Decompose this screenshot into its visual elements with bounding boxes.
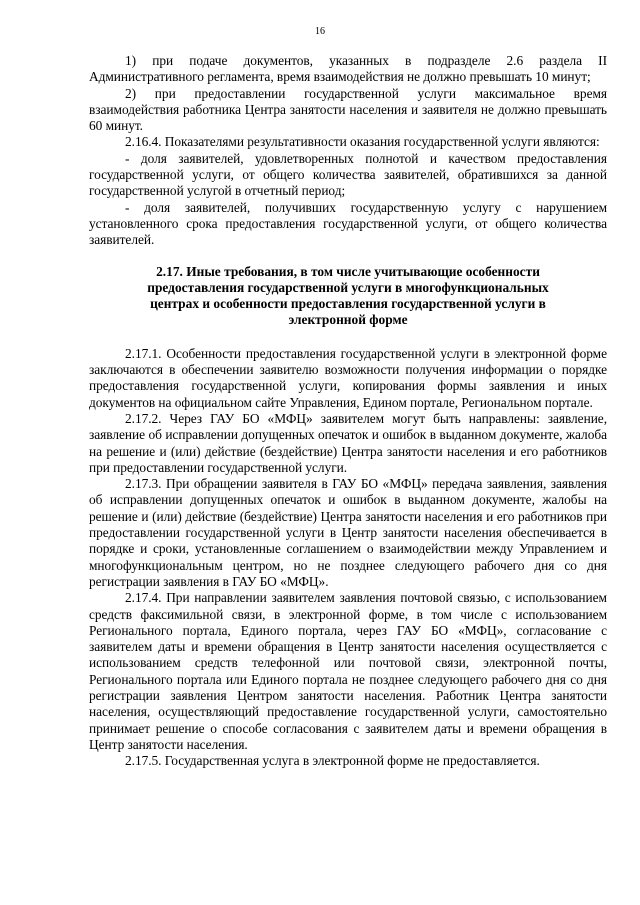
paragraph-item-1-time-limit: 1) при подаче документов, указанных в подразделе 2.6 раздела II Административного регламента, время взаимодействия не должно превышать 10 минут; bbox=[89, 53, 607, 85]
document-body bbox=[89, 53, 607, 769]
paragraph-2-17-2: 2.17.2. Через ГАУ БО «МФЦ» заявителем могут быть направлены: заявление, заявление об исправлении допущенных опечаток и ошибок в выданном документе, жалоба на решение и (или) действие (бездействие) Центра занятости населения и его работников при предоставлении государственной услуги. bbox=[89, 410, 607, 475]
paragraph-indicator-satisfied: - доля заявителей, удовлетворенных полнотой и качеством предоставления государственной услуги, от общего количества заявителей, обратившихся за данной государственной услугой в отчетный период; bbox=[89, 150, 607, 199]
page-number: 16 bbox=[315, 26, 325, 37]
paragraph-2-17-1: 2.17.1. Особенности предоставления государственной услуги в электронной форме заключаются в обеспечении заявителю возможности получения информации о порядке предоставления государственной услуги, копирования формы заявления и иных документов на официальном сайте Управления, Едином портале, Региональном портале. bbox=[89, 345, 607, 410]
paragraph-2-17-4: 2.17.4. При направлении заявителем заявления почтовой связью, с использованием средств факсимильной связи, в электронной форме, в том числе с использованием Регионального портала, Единого портала, через ГАУ БО «МФЦ», согласование с заявителем даты и времени обращения в Центр занятости населения осуществляется с использованием средств телефонной или почтовой связи, электронной почты, Регионального портала или Единого портала не позднее следующего рабочего дня со дня регистрации заявления Центром занятости населения. Работник Центра занятости населения, осуществляющий предоставление государственной услуги, самостоятельно принимает решение о способе согласования с заявителем даты и времени обращения в Центр занятости населения. bbox=[89, 590, 607, 752]
paragraph-item-2-max-time: 2) при предоставлении государственной услуги максимальное время взаимодействия работника Центра занятости населения и заявителя не должно превышать 60 минут. bbox=[89, 85, 607, 134]
section-heading-2-17: 2.17. Иные требования, в том числе учитывающие особенности предоставления государственной услуги в многофункциональных центрах и особенности предоставления государственной услуги в электронной форме bbox=[147, 263, 549, 328]
paragraph-2-16-4: 2.16.4. Показателями результативности оказания государственной услуги являются: bbox=[125, 134, 600, 150]
paragraph-2-17-3: 2.17.3. При обращении заявителя в ГАУ БО «МФЦ» передача заявления, заявления об исправлении допущенных опечаток и ошибок в выданном документе, жалобы на решение и (или) действие (бездействие) Центра занятости населения и его работников при предоставлении государственной услуги в Центр занятости населения обеспечивается в порядке и сроки, установленные соглашением о взаимодействии между Управлением и многофункциональным центром, но не позднее следующего рабочего дня со дня регистрации заявления в ГАУ БО «МФЦ». bbox=[89, 476, 607, 589]
paragraph-2-17-5: 2.17.5. Государственная услуга в электронной форме не предоставляется. bbox=[125, 753, 540, 769]
paragraph-indicator-violation: - доля заявителей, получивших государственную услугу с нарушением установленного срока предоставления государственной услуги, от общего количества заявителей. bbox=[89, 199, 607, 248]
